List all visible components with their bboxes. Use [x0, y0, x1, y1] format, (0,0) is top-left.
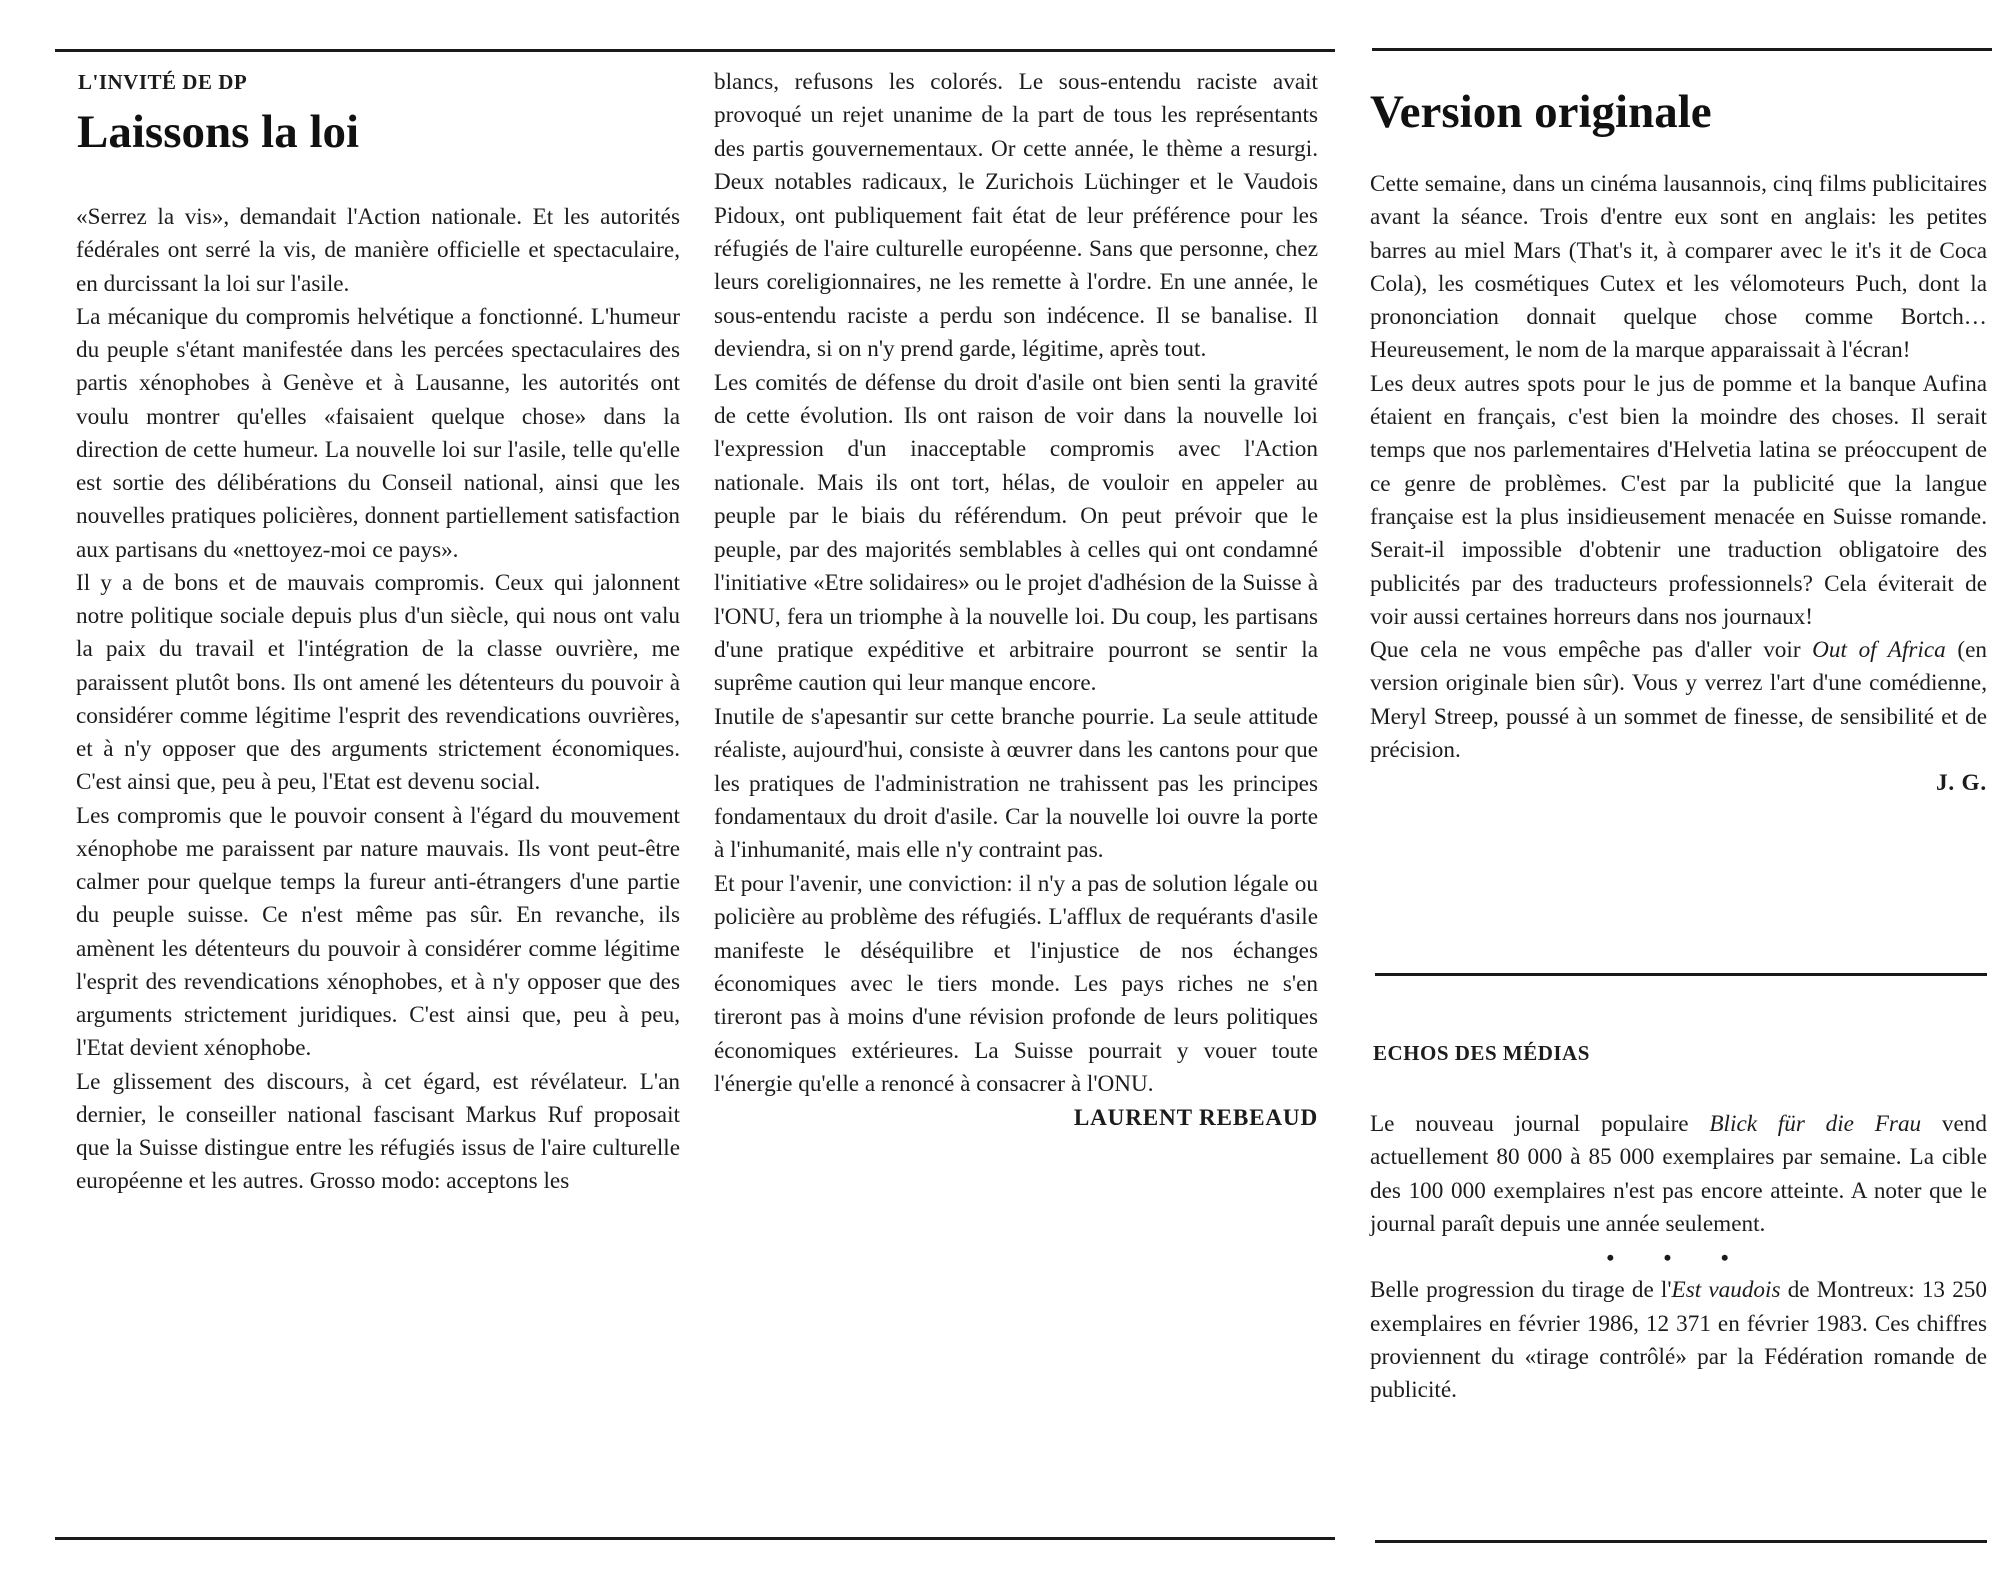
- version-originale-bottom-rule: [1375, 973, 1987, 976]
- article-paragraph: Inutile de s'apesantir sur cette branche pourrie. La seule attitude réaliste, aujourd'hui, consiste à œuvrer dans les cantons pour que les pratiques de l'administration ne trahissent pas les principes fondamentaux du droit d'asile. Car la nouvelle loi ouvre la porte à l'inhumanité, mais elle n'y contraint pas.: [714, 703, 1318, 864]
- version-originale-paragraph: Cette semaine, dans un cinéma lausannois, cinq films publicitaires avant la séance. Trois d'entre eux sont en anglais: les petites barres au miel Mars (That's it, à comparer avec le it's it de Coca Cola), les cosmétiques Cutex et les vélomoteurs Puch, dont la prononciation donnait quelque chose comme Bortch… Heureusement, le nom de la marque apparaissait à l'écran!: [1370, 171, 1987, 364]
- article-paragraph: Et pour l'avenir, une conviction: il n'y a pas de solution légale ou policière au problème des réfugiés. L'afflux de requérants d'asile manifeste le déséquilibre et l'injustice de nos échanges économiques avec le tiers monde. Les pays riches ne s'en tireront pas à moins d'une révision profonde de leurs politiques économiques extérieures. La Suisse pourrait y vouer toute l'énergie qu'elle a renoncé à consacrer à l'ONU.: [714, 870, 1318, 1098]
- echos-medias-bottom-rule: [1375, 1540, 1987, 1543]
- echos-medias-title: ECHOS DES MÉDIAS: [1373, 1041, 1590, 1065]
- top-rule-right: [1372, 48, 1992, 51]
- version-originale-paragraph: Les deux autres spots pour le jus de pomme et la banque Aufina étaient en français, c'est bien la moindre des choses. Il serait temps que nos parlementaires d'Helvetia latina se préoccupent de ce genre de problèmes. C'est par la publicité que la langue française est la plus insidieusement menacée en Suisse romande. Serait-il impossible d'obtenir une traduction obligatoire des publicités par des traducteurs professionnels? Cela éviterait de voir aussi certaines horreurs dans nos journaux!: [1370, 370, 1987, 630]
- publication-title: Est vaudois: [1671, 1277, 1781, 1304]
- film-title: Out of Africa: [1812, 637, 1946, 664]
- article-paragraph: «Serrez la vis», demandait l'Action nationale. Et les autorités fédérales ont serré la vis, de manière officielle et spectaculaire, en durcissant la loi sur l'asile.: [76, 204, 680, 297]
- bottom-rule-left: [55, 1537, 1335, 1540]
- version-originale-paragraph: Que cela ne vous empêche pas d'aller voir Out of Africa (en version originale bien sûr). Vous y verrez l'art d'une comédienne, Meryl Streep, poussé à un sommet de finesse, de sensibilité et de précision.: [1370, 637, 1987, 764]
- article-paragraph: Le glissement des discours, à cet égard, est révélateur. L'an dernier, le conseiller national fascisant Markus Ruf proposait que la Suisse distingue entre les réfugiés issus de l'aire culturelle européenne et les autres. Grosso modo: acceptons les: [76, 1068, 680, 1195]
- article-title: Laissons la loi: [77, 106, 360, 158]
- article-paragraph: Les comités de défense du droit d'asile ont bien senti la gravité de cette évolution. Ils ont raison de voir dans la nouvelle loi l'expression d'un inacceptable compromis avec l'Action nationale. Mais ils ont tort, hélas, de vouloir en appeler au peuple par le biais du référendum. On peut prévoir que le peuple, par des majorités semblables à celles qui ont condamné l'initiative «Etre solidaires» ou le projet d'adhésion de la Suisse à l'ONU, fera un triomphe à la nouvelle loi. Du coup, les partisans d'une pratique expéditive et arbitraire pourront se sentir la suprême caution qui leur manque encore.: [714, 369, 1318, 697]
- echos-medias-paragraph: Le nouveau journal populaire Blick für die Frau vend actuellement 80 000 à 85 000 exemplaires par semaine. La cible des 100 000 exemplaires n'est pas encore atteinte. A noter que le journal paraît depuis une année seulement.: [1370, 1111, 1987, 1237]
- version-originale-body: [1370, 168, 1987, 801]
- top-rule-left: [55, 49, 1335, 52]
- article-paragraph: La mécanique du compromis helvétique a fonctionné. L'humeur du peuple s'étant manifestée dans les percées spectaculaires des partis xénophobes à Genève et à Lausanne, les autorités ont voulu montrer qu'elles «faisaient quelque chose» dans la direction de cette humeur. La nouvelle loi sur l'asile, telle qu'elle est sortie des délibérations du Conseil national, ainsi que les nouvelles pratiques policières, donnent partiellement satisfaction aux partisans du «nettoyez-moi ce pays».: [76, 303, 680, 563]
- article-paragraph: Les compromis que le pouvoir consent à l'égard du mouvement xénophobe me paraissent par nature mauvais. Ils vont peut-être calmer pour quelque temps la fureur anti-étrangers d'une partie du peuple suisse. Ce n'est même pas sûr. En revanche, ils amènent les détenteurs du pouvoir à considérer comme légitime l'esprit des revendications xénophobes, et à n'y opposer que des arguments strictement juridiques. C'est ainsi que, peu à peu, l'Etat devient xénophobe.: [76, 802, 680, 1062]
- echos-medias-paragraph: Belle progression du tirage de l'Est vaudois de Montreux: 13 250 exemplaires en février 1986, 12 371 en février 1983. Ces chiffres proviennent du «tirage contrôlé» par la Fédération romande de publicité.: [1370, 1277, 1987, 1404]
- article-author: LAURENT REBEAUD: [1073, 1104, 1318, 1131]
- article-column-1: [76, 201, 680, 1199]
- article-kicker: L'INVITÉ DE DP: [78, 70, 248, 94]
- version-originale-signature: J. G.: [1935, 770, 1987, 797]
- separator-dots: • • •: [1606, 1245, 1751, 1271]
- publication-title: Blick für die Frau: [1709, 1111, 1922, 1137]
- version-originale-title: Version originale: [1370, 86, 1712, 138]
- echos-medias-body: [1370, 1108, 1987, 1408]
- article-paragraph: Il y a de bons et de mauvais compromis. Ceux qui jalonnent notre politique sociale depuis plus d'un siècle, qui nous ont valu la paix du travail et l'intégration de la classe ouvrière, me paraissent plutôt bons. Ils ont amené les détenteurs du pouvoir à considérer comme légitime l'esprit des revendications ouvrières, et à n'y opposer que des arguments strictement économiques. C'est ainsi que, peu à peu, l'Etat est devenu social.: [76, 569, 680, 796]
- article-column-2: [714, 66, 1318, 1135]
- article-paragraph: blancs, refusons les colorés. Le sous-entendu raciste avait provoqué un rejet unanime de la part de tous les représentants des partis gouvernementaux. Or cette année, le thème a resurgi. Deux notables radicaux, le Zurichois Lüchinger et le Vaudois Pidoux, ont publiquement fait état de leur préférence pour les réfugiés de l'aire culturelle européenne. Sans que personne, chez leurs coreligionnaires, ne les remette à l'ordre. En une année, le sous-entendu raciste a perdu son indécence. Il se banalise. Il deviendra, si on n'y prend garde, légitime, après tout.: [714, 69, 1318, 363]
